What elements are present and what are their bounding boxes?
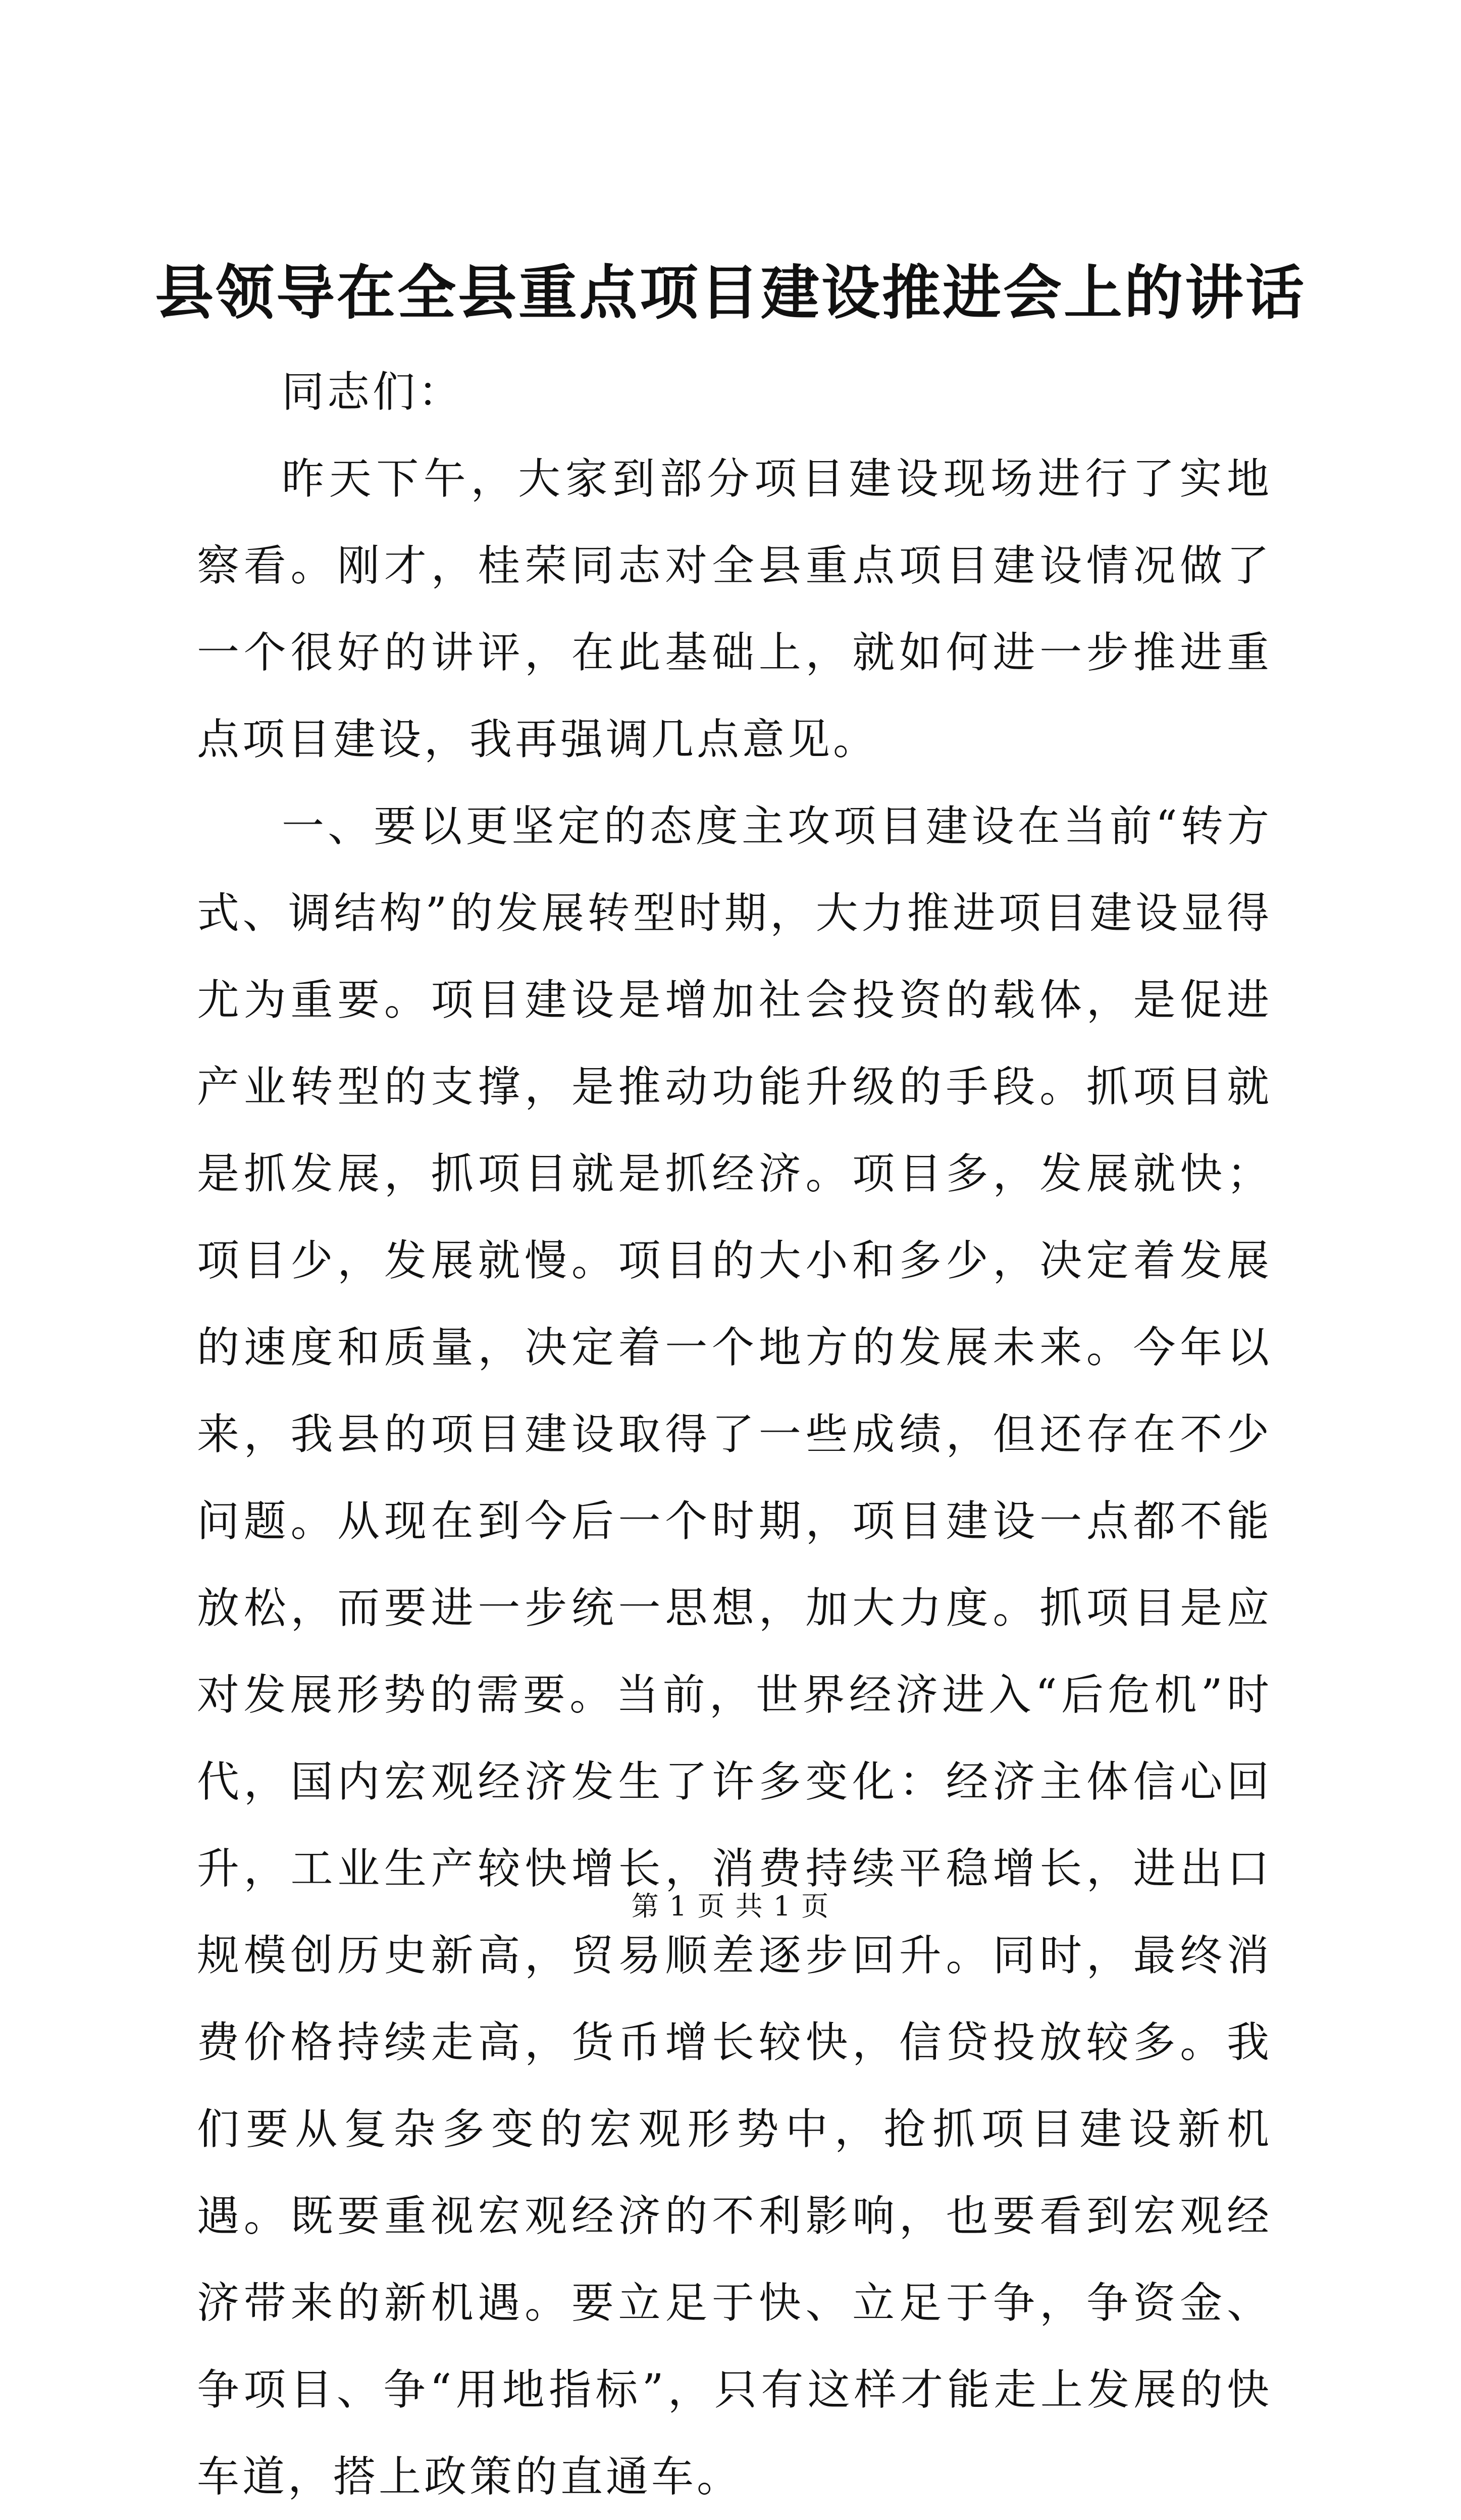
document-body xyxy=(197,348,1272,2520)
section-one-paragraph: 一、要以更坚定的态度主攻项目建设在当前“转方式、调结构”的发展转型时期，大力推进项目建设显得尤为重要。项目建设是增加社会投资的载体，是促进产业转型的支撑，是推动功能升级的手段。抓项目就是抓发展，抓项目就是抓经济。项目多，发展就快；项目少，发展就慢。项目的大小和多少，决定着发展的速度和质量，决定着一个地方的发展未来。今年以来，我县的项目建设取得了一些成绩，但还存在不少问题。从现在到今后一个时期，项目建设一点都不能放松，而要进一步统一思想，加大力度。抓项目是应对发展形势的需要。当前，世界经济进入“后危机”时代，国内宏观经济发生了许多变化：经济主体信心回升，工业生产较快增长，消费持续平稳增长，进出口规模创历史新高，贸易顺差逐步回升。同时，最终消费价格持续走高，货币增长较快，信贷投放较多。我们要从复杂多变的宏观形势中，抢抓项目建设新机遇。既要重视宏观经济的不利影响，也要看到宏观经济带来的新机遇。要立足于快、立足于争，争资金、争项目、争“用地指标”，只有这样才能走上发展的快车道，搭上政策的直通车。 xyxy=(197,801,1272,2501)
salutation-paragraph: 同志们： xyxy=(282,367,464,417)
intro-paragraph: 昨天下午，大家到部分项目建设现场进行了实地察看。刚才，桂荣同志对全县重点项目建设情况做了一个很好的讲评，在此基础上，就如何进一步推进重点项目建设，我再强调几点意见。 xyxy=(197,454,1272,764)
document-title: 县领导在全县重点项目建设推进会上的讲话 xyxy=(155,259,1306,327)
page-footer: 第 1 页 共 1 页 xyxy=(631,1890,830,1922)
